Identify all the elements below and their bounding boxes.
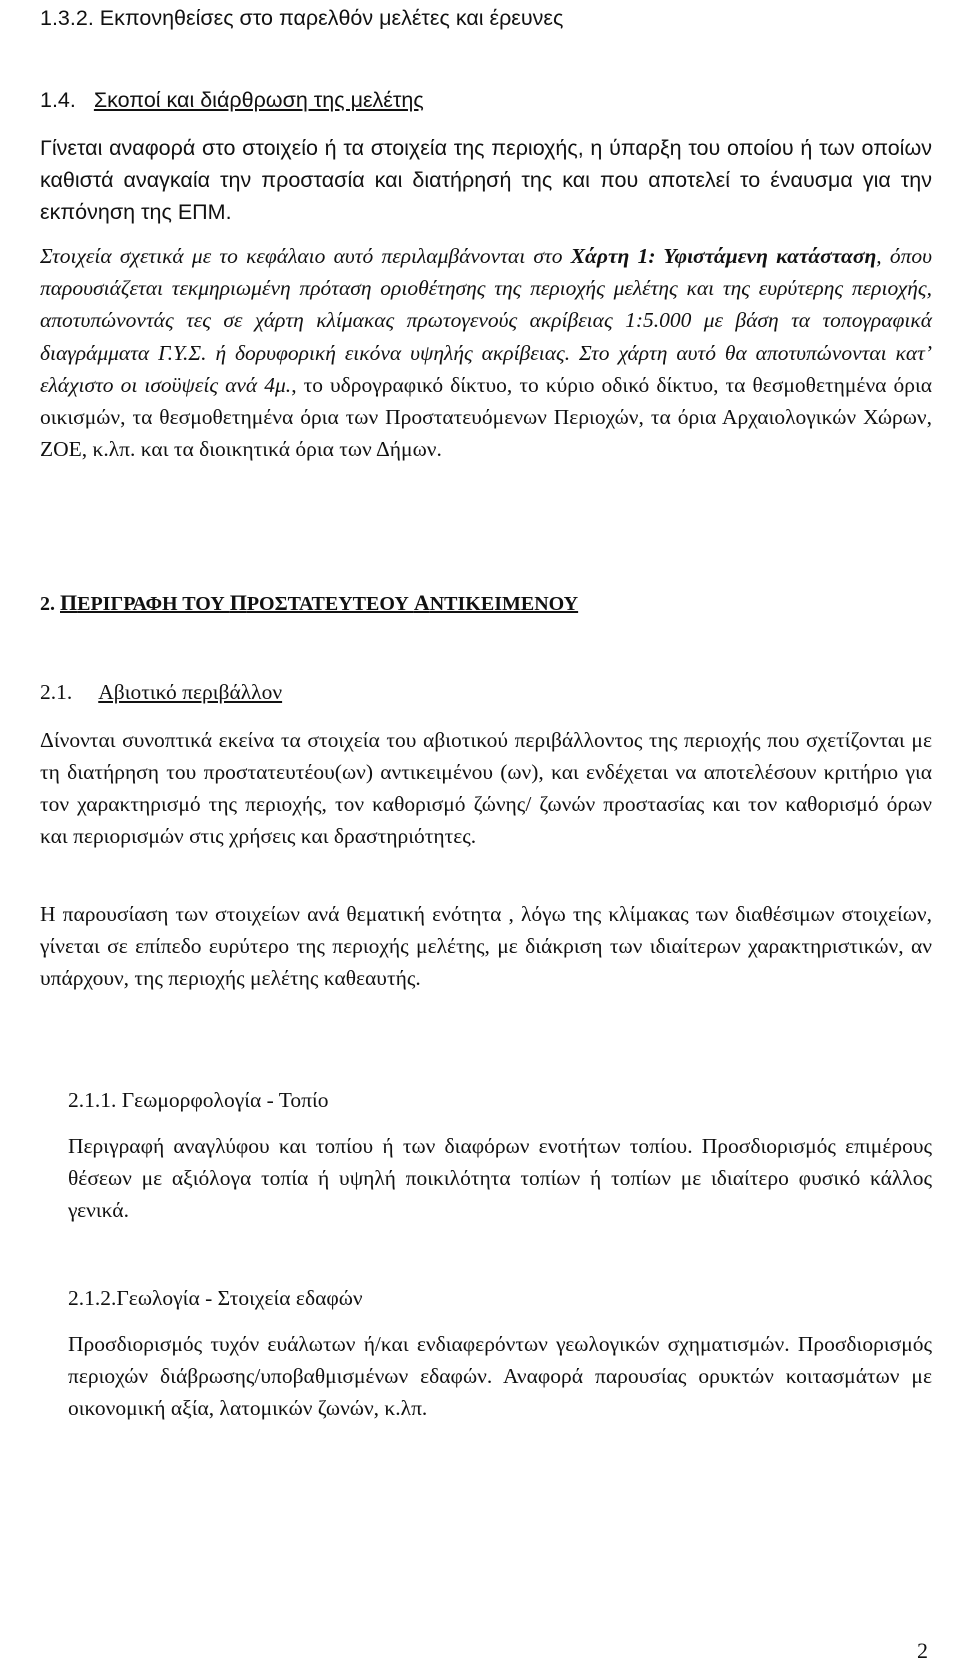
section-2-heading: 2. ΠΕΡΙΓΡΑΦΗ ΤΟΥ ΠΡΟΣΤΑΤΕΥΤΕΟΥ ΑΝΤΙΚΕΙΜΕΝΟΥ: [40, 590, 579, 615]
section-1-4-paragraph-1: Γίνεται αναφορά στο στοιχείο ή τα στοιχεία της περιοχής, η ύπαρξη του οποίου ή των οποίων καθιστά αναγκαία την προστασία και διατήρησή της και που αποτελεί το έναυσμα για την εκπόνηση της ΕΠΜ.: [40, 136, 932, 224]
section-1-3-2-heading: 1.3.2. Εκπονηθείσες στο παρελθόν μελέτες και έρευνες: [40, 6, 564, 30]
section-2-1-1-paragraph: Περιγραφή αναγλύφου και τοπίου ή των διαφόρων ενοτήτων τοπίου. Προσδιορισμός επιμέρους θέσεων με αξιόλογα τοπία ή υψηλή ποικιλότητα τοπίων ή τοπίων με ιδιαίτερο φυσικό κάλλος γενικά.: [68, 1134, 932, 1222]
section-2-1-paragraph-2: Η παρουσίαση των στοιχείων ανά θεματική ενότητα , λόγω της κλίμακας των διαθέσιμων στοιχείων, γίνεται σε επίπεδο ευρύτερο της περιοχής μελέτης, με διάκριση των ιδιαίτερων χαρακτηριστικών, αν υπάρχουν, της περιοχής μελέτης καθεαυτής.: [40, 902, 932, 990]
section-2-1-heading: 2.1. Αβιοτικό περιβάλλον: [40, 680, 283, 704]
section-1-4-heading: [40, 88, 424, 113]
page-number: 2: [917, 1638, 928, 1663]
section-2-1-2-heading: 2.1.2.Γεωλογία - Στοιχεία εδαφών: [68, 1286, 363, 1310]
section-2-1-2-paragraph: Προσδιορισμός τυχόν ευάλωτων ή/και ενδιαφερόντων γεωλογικών σχηματισμών. Προσδιορισμός περιοχών διάβρωσης/υποβαθμισμένων εδαφών. Αναφορά παρουσίας ορυκτών κοιτασμάτων με οικονομική αξία, λατομικών ζωνών, κ.λπ.: [68, 1332, 932, 1420]
section-2-1-paragraph-1: Δίνονται συνοπτικά εκείνα τα στοιχεία του αβιοτικού περιβάλλοντος της περιοχής που σχετίζονται με τη διατήρηση του προστατευτέου(ων) αντικειμένου (ων), και ενδέχεται να αποτελέσουν κριτήριο για τον χαρακτηρισμό της περιοχής, τον καθορισμό ζώνης/ ζωνών προστασίας και τον καθορισμό όρων και περιορισμών στις χρήσεις και δραστηριότητες.: [40, 728, 932, 848]
section-1-4-paragraph-2: Στοιχεία σχετικά με το κεφάλαιο αυτό περιλαμβάνονται στο Χάρτη 1: Υφιστάμενη κατάσταση, όπου παρουσιάζεται τεκμηριωμένη πρόταση οριοθέτησης της περιοχής μελέτης και της ευρύτερης περιοχής, αποτυπώνοντάς τες σε χάρτη κλίμακας πρωτογενούς ακρίβειας 1:5.000 με βάση τα τοπογραφικά διαγράμματα Γ.Υ.Σ. ή δορυφορική εικόνα υψηλής ακρίβειας. Στο χάρτη αυτό θα αποτυπώνονται κατ’ ελάχιστο οι ισοϋψείς ανά 4μ., το υδρογραφικό δίκτυο, το κύριο οδικό δίκτυο, τα θεσμοθετημένα όρια οικισμών, τα θεσμοθετημένα όρια των Προστατευόμενων Περιοχών, τα όρια Αρχαιολογικών Χώρων, ΖΟΕ, κ.λπ. και τα διοικητικά όρια των Δήμων.: [40, 244, 933, 462]
map-reference: Χάρτη 1: Υφιστάμενη κατάσταση: [570, 244, 877, 268]
section-2-title: ΠΕΡΙΓΡΑΦΗ ΤΟΥ ΠΡΟΣΤΑΤΕΥΤΕΟΥ ΑΝΤΙΚΕΙΜΕΝΟΥ: [60, 590, 579, 615]
section-2-1-1-heading: 2.1.1. Γεωμορφολογία - Τοπίο: [68, 1088, 329, 1112]
section-number: 1.4.: [40, 88, 76, 112]
section-title: Σκοποί και διάρθρωση της μελέτης: [93, 88, 424, 112]
